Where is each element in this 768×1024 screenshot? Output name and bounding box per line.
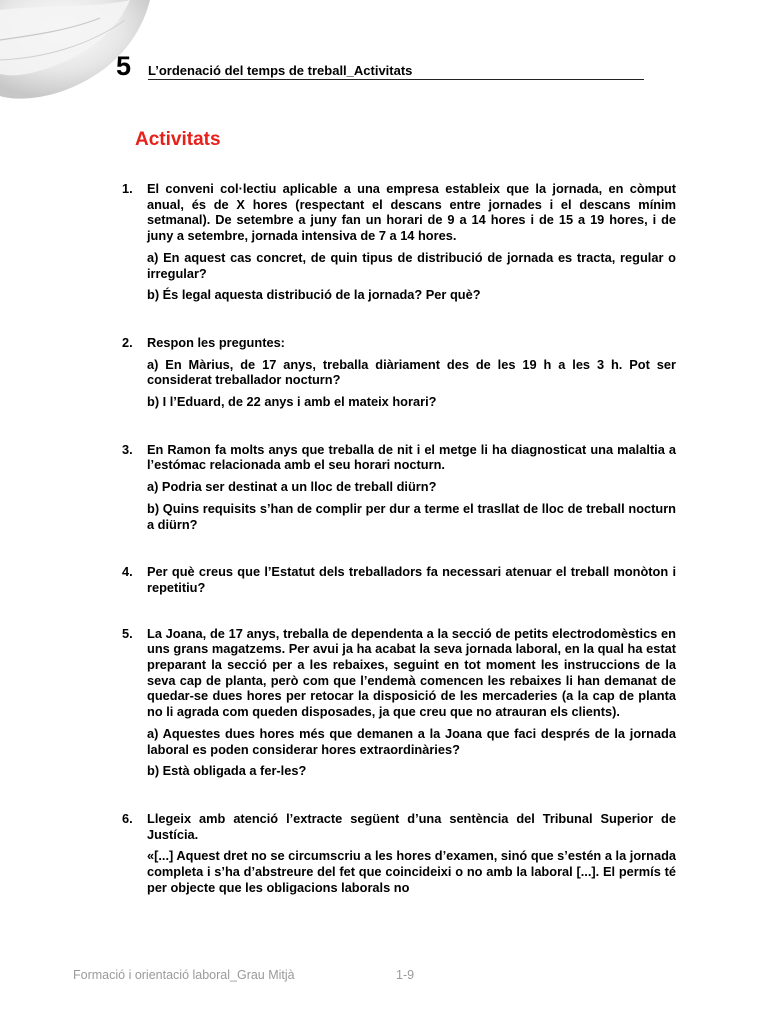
activity-number: 2. xyxy=(122,334,133,350)
activity-text: En Ramon fa molts anys que treballa de nit i el metge li ha diagnosticat una malaltia a l’estómac relacionada amb el seu horari nocturn. xyxy=(147,441,676,473)
activity-list xyxy=(122,181,676,896)
activity-item xyxy=(122,811,676,896)
activity-number: 3. xyxy=(122,441,133,457)
activity-number: 6. xyxy=(122,810,133,826)
chapter-number: 5 xyxy=(116,51,132,81)
activity-number: 5. xyxy=(122,625,133,641)
activity-question: a) En Màrius, de 17 anys, treballa diàriament des de les 19 h a les 3 h. Pot ser considerat treballador nocturn? xyxy=(147,356,676,388)
activity-item xyxy=(122,626,676,779)
activity-item xyxy=(122,564,676,595)
activity-item xyxy=(122,181,676,303)
activity-question: a) Podria ser destinat a un lloc de treball diürn? xyxy=(147,479,437,495)
page-header xyxy=(116,52,644,82)
activity-question: b) És legal aquesta distribució de la jornada? Per què? xyxy=(147,287,481,303)
activity-number: 1. xyxy=(122,181,133,196)
section-title: Activitats xyxy=(135,129,221,150)
activity-item xyxy=(122,335,676,410)
activity-text: La Joana, de 17 anys, treballa de dependenta a la secció de petits electrodomèstics en uns grans magatzems. Per avui ja ha acabat la seva jornada laboral, en la qual ha estat preparant la secció per a les rebaixes, seguint en tot moment les instruccions de la seva cap de planta, però com que l’endemà comencen les rebaixes li han demanat de quedar-se dues hores per retocar la disposició de les mercaderies (a la cap de planta no li agrada com queden disposades, ja que creu que no atrauran els clients). xyxy=(147,625,676,720)
activity-quote: «[...] Aquest dret no se circumscriu a les hores d’examen, sinó que s’estén a la jornada completa i s’ha d’abstreure del fet que coincideixi o no amb la laboral [...]. El permís té per objecte que les obligacions laborals no xyxy=(147,848,676,895)
chapter-title: L’ordenació del temps de treball_Activitats xyxy=(148,63,413,78)
activity-question: a) En aquest cas concret, de quin tipus de distribució de jornada es tracta, regular o irregular? xyxy=(147,249,676,281)
header-rule xyxy=(148,79,644,80)
activity-text: El conveni col·lectiu aplicable a una empresa estableix que la jornada, en còmput anual, és de X hores (respectant el descans entre jornades i el descans mínim setmanal). De setembre a juny fan un horari de 9 a 14 hores i de 15 a 19 hores, i de juny a setembre, jornada intensiva de 7 a 14 hores. xyxy=(147,181,676,244)
activity-text: Llegeix amb atenció l’extracte següent d’una sentència del Tribunal Superior de Justícia. xyxy=(147,810,676,842)
footer-course: Formació i orientació laboral_Grau Mitjà xyxy=(73,968,295,982)
activity-text: Per què creus que l’Estatut dels treballadors fa necessari atenuar el treball monòton i repetitiu? xyxy=(147,564,676,595)
activity-question: b) Quins requisits s’han de complir per dur a terme el trasllat de lloc de treball nocturn a diürn? xyxy=(147,500,676,532)
activity-question: b) Està obligada a fer-les? xyxy=(147,763,307,779)
activity-number: 4. xyxy=(122,564,133,580)
activity-item xyxy=(122,442,676,533)
activity-text: Respon les preguntes: xyxy=(147,334,285,350)
footer-page-number: 1-9 xyxy=(396,968,415,982)
activity-question: a) Aquestes dues hores més que demanen a la Joana que faci després de la jornada laboral es poden considerar hores extraordinàries? xyxy=(147,725,676,757)
activity-question: b) I l’Eduard, de 22 anys i amb el mateix horari? xyxy=(147,394,437,410)
